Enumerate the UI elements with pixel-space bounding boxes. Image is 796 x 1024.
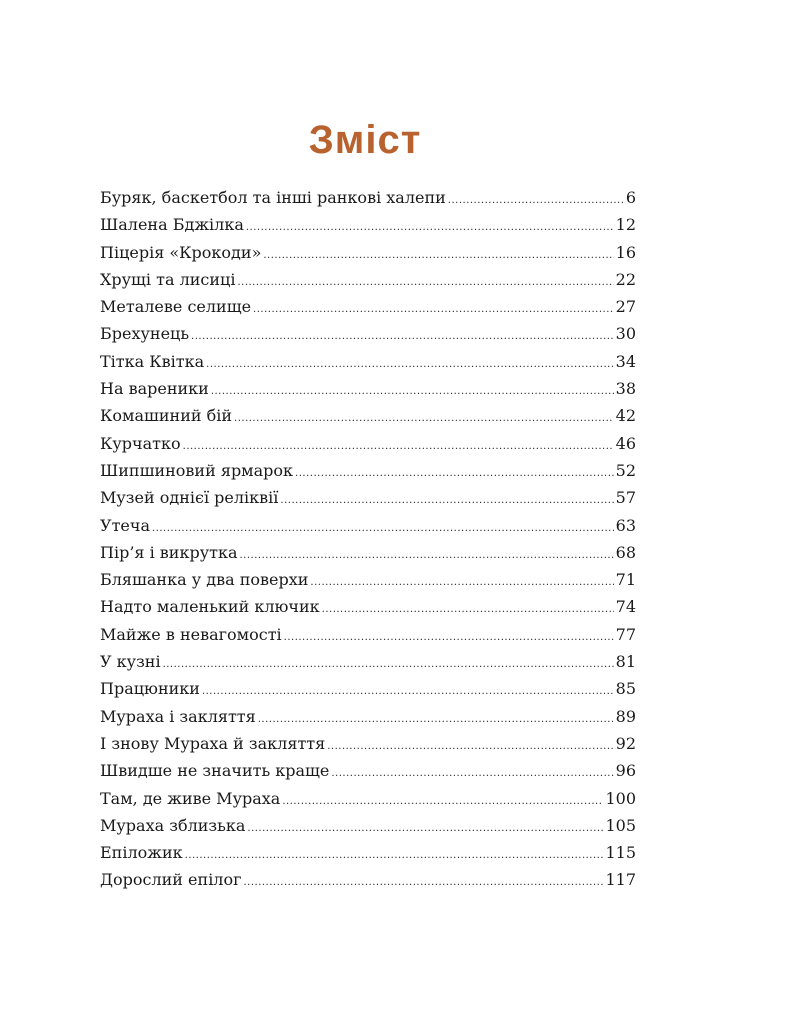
toc-entry-title: Піцерія «Крокоди» (100, 242, 262, 262)
toc-leader-dots (253, 296, 614, 323)
toc-page-number: 34 (615, 351, 636, 371)
toc-leader-dots (448, 187, 624, 214)
toc-page-number: 96 (615, 761, 636, 781)
toc-leader-dots (185, 842, 604, 869)
toc-entry-title: Хрущі та лисиці (100, 269, 236, 289)
toc-page-number: 81 (615, 652, 636, 672)
toc-entry-title: Дорослий епілог (100, 870, 242, 890)
toc-entry (100, 621, 636, 648)
toc-entry-title: Музей однієї реліквії (100, 488, 279, 508)
toc-entry (100, 375, 636, 402)
toc-entry-title: Шипшиновий ярмарок (100, 460, 294, 480)
toc-entry-title: Майже в невагомості (100, 624, 282, 644)
toc-entry (100, 484, 636, 511)
toc-leader-dots (263, 242, 613, 269)
toc-entry-title: Надто маленький ключик (100, 597, 320, 617)
toc-leader-dots (327, 733, 613, 760)
toc-page-number: 77 (615, 624, 636, 644)
toc-leader-dots (280, 487, 613, 514)
toc-entry-title: Комашиний бій (100, 406, 233, 426)
toc-page-number: 105 (605, 815, 636, 835)
toc-leader-dots (163, 651, 614, 678)
toc-entry (100, 566, 636, 593)
toc-leader-dots (183, 433, 614, 460)
toc-page-number: 117 (605, 870, 636, 890)
toc-entry-title: У кузні (100, 652, 161, 672)
toc-entry (100, 184, 636, 211)
toc-leader-dots (258, 706, 614, 733)
toc-page-number: 92 (615, 733, 636, 753)
toc-entry-title: І знову Мураха й закляття (100, 733, 326, 753)
toc-page-number: 63 (615, 515, 636, 535)
toc-page-number: 115 (605, 843, 636, 863)
toc-page-number: 6 (625, 188, 636, 207)
toc-entry-title: На вареники (100, 379, 209, 399)
toc-entry-title: Тітка Квітка (100, 351, 205, 371)
toc-leader-dots (211, 378, 614, 405)
toc-entry (100, 539, 636, 566)
toc-leader-dots (246, 214, 614, 241)
toc-leader-dots (202, 678, 614, 705)
toc-leader-dots (237, 269, 613, 296)
toc-entry-title: Пір’я і викрутка (100, 542, 238, 562)
toc-entry-title: Курчатко (100, 433, 181, 453)
toc-page-number: 52 (615, 460, 636, 480)
toc-leader-dots (295, 460, 614, 487)
toc-entry (100, 703, 636, 730)
toc-entry (100, 785, 636, 812)
toc-entry-title: Металеве селище (100, 297, 252, 317)
toc-entry (100, 348, 636, 375)
toc-entry-title: Мураха і закляття (100, 706, 256, 726)
toc-page-number: 57 (615, 488, 636, 508)
toc-entry-title: Епіложик (100, 843, 183, 863)
toc-entry-title: Брехунець (100, 324, 190, 344)
page-title: Зміст (308, 118, 422, 162)
toc-entry-title: Працюники (100, 679, 200, 699)
toc-page-number: 22 (615, 269, 636, 289)
toc-leader-dots (240, 542, 614, 569)
toc-leader-dots (206, 351, 613, 378)
toc-leader-dots (322, 596, 614, 623)
toc-page-number: 68 (615, 542, 636, 562)
toc-page-number: 46 (615, 433, 636, 453)
toc-entry (100, 866, 636, 893)
toc-entry (100, 402, 636, 429)
toc-page-number: 30 (615, 324, 636, 344)
toc-entry (100, 812, 636, 839)
toc-leader-dots (331, 760, 613, 787)
toc-entry-title: Мураха зблизька (100, 815, 246, 835)
toc-leader-dots (247, 815, 603, 842)
toc-leader-dots (310, 569, 613, 596)
toc-page-number: 71 (615, 570, 636, 590)
toc-page-number: 42 (615, 406, 636, 426)
toc-entry-title: Там, де живе Мураха (100, 788, 281, 808)
toc-page-number: 38 (615, 379, 636, 399)
toc-entry (100, 839, 636, 866)
toc-entry-title: Швидше не значить краще (100, 761, 330, 781)
toc-entry (100, 593, 636, 620)
toc-page-number: 85 (615, 679, 636, 699)
toc-entry (100, 757, 636, 784)
toc-entry-title: Буряк, баскетбол та інші ранкові халепи (100, 188, 446, 207)
toc-page-number: 12 (615, 215, 636, 235)
toc-entry-title: Шалена Бджілка (100, 215, 244, 235)
toc-leader-dots (191, 323, 614, 350)
toc-entry (100, 512, 636, 539)
toc-entry (100, 320, 636, 347)
toc-entry-title: Утеча (100, 515, 150, 535)
toc-page-number: 100 (605, 788, 636, 808)
toc-entry (100, 730, 636, 757)
toc-leader-dots (284, 624, 614, 651)
toc-page-number: 16 (615, 242, 636, 262)
toc-entry (100, 239, 636, 266)
toc-page-number: 89 (615, 706, 636, 726)
toc-entry (100, 457, 636, 484)
toc-entry (100, 266, 636, 293)
toc-page-number: 27 (615, 297, 636, 317)
table-of-contents (100, 184, 636, 894)
toc-leader-dots (243, 869, 603, 896)
toc-leader-dots (282, 788, 603, 815)
toc-entry (100, 211, 636, 238)
toc-entry-title: Бляшанка у два поверхи (100, 570, 309, 590)
toc-page-number: 74 (615, 597, 636, 617)
toc-leader-dots (234, 405, 614, 432)
toc-entry (100, 675, 636, 702)
toc-leader-dots (152, 515, 614, 542)
toc-entry (100, 293, 636, 320)
toc-entry (100, 430, 636, 457)
toc-entry (100, 648, 636, 675)
